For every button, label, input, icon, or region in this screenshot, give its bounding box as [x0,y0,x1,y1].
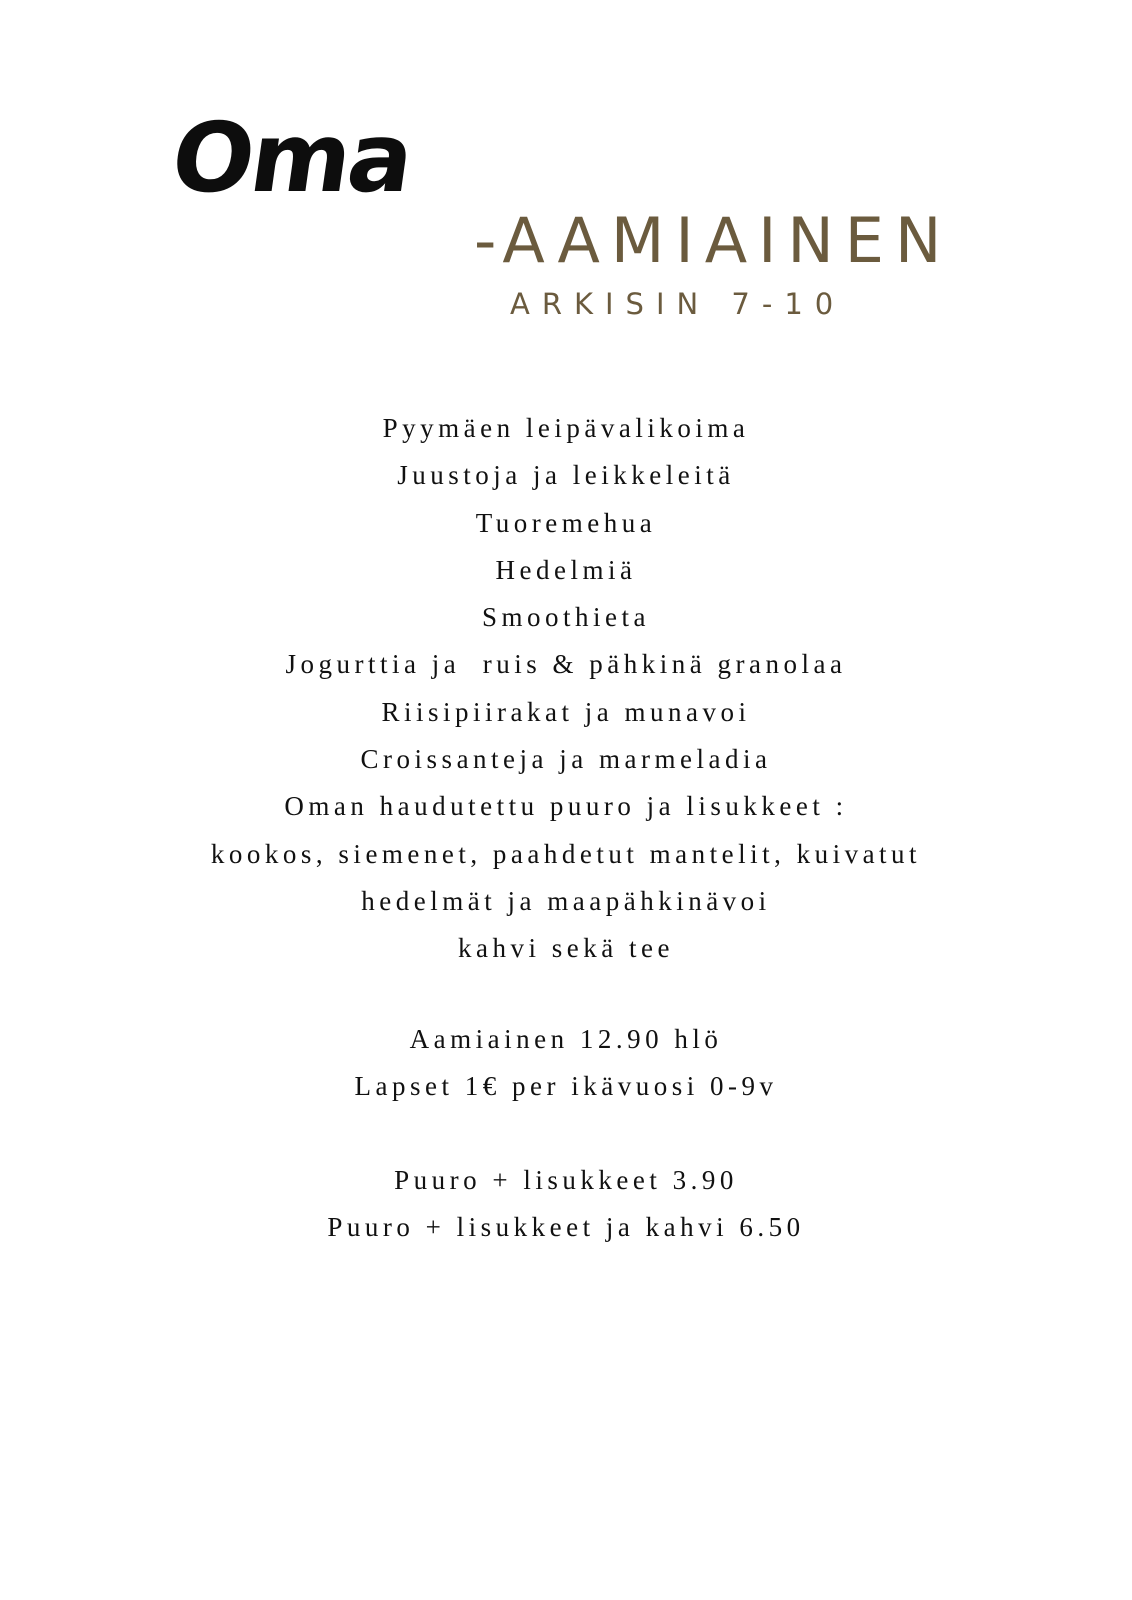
menu-item: Tuoremehua [475,507,657,538]
menu-item: Oman haudutettu puuro ja lisukkeet : [284,791,848,822]
price-line: Puuro + lisukkeet ja kahvi 6.50 [327,1212,805,1242]
menu-item: Hedelmiä [495,554,637,585]
price-line: Puuro + lisukkeet 3.90 [394,1165,738,1195]
menu-item: Croissanteja ja marmeladia [360,744,772,775]
menu-item: Pyymäen leipävalikoima [382,413,750,443]
menu-item: Riisipiirakat ja munavoi [381,696,751,727]
menu-item: Jogurttia ja ruis & pähkinä granolaa [285,649,847,680]
menu-item: hedelmät ja maapähkinävoi [361,885,771,916]
menu-item: kookos, siemenet, paahdetut mantelit, kuivatut [210,838,922,869]
heading-dash: - [474,204,503,277]
heading-title: AAMIAINEN [502,204,953,277]
price-line: Lapset 1€ per ikävuosi 0-9v [354,1071,778,1101]
oma-logo: Oma [164,102,419,214]
breakfast-menu-list [0,405,1132,973]
porridge-prices [0,1157,1132,1251]
menu-item: Smoothieta [482,602,650,633]
menu-item: Juustoja ja leikkeleitä [397,460,735,491]
menu-item: kahvi sekä tee [458,933,674,964]
breakfast-prices [0,1016,1132,1110]
menu-heading [474,204,953,277]
opening-hours: ARKISIN 7-10 [510,287,846,321]
price-line: Aamiainen 12.90 hlö [409,1024,723,1054]
